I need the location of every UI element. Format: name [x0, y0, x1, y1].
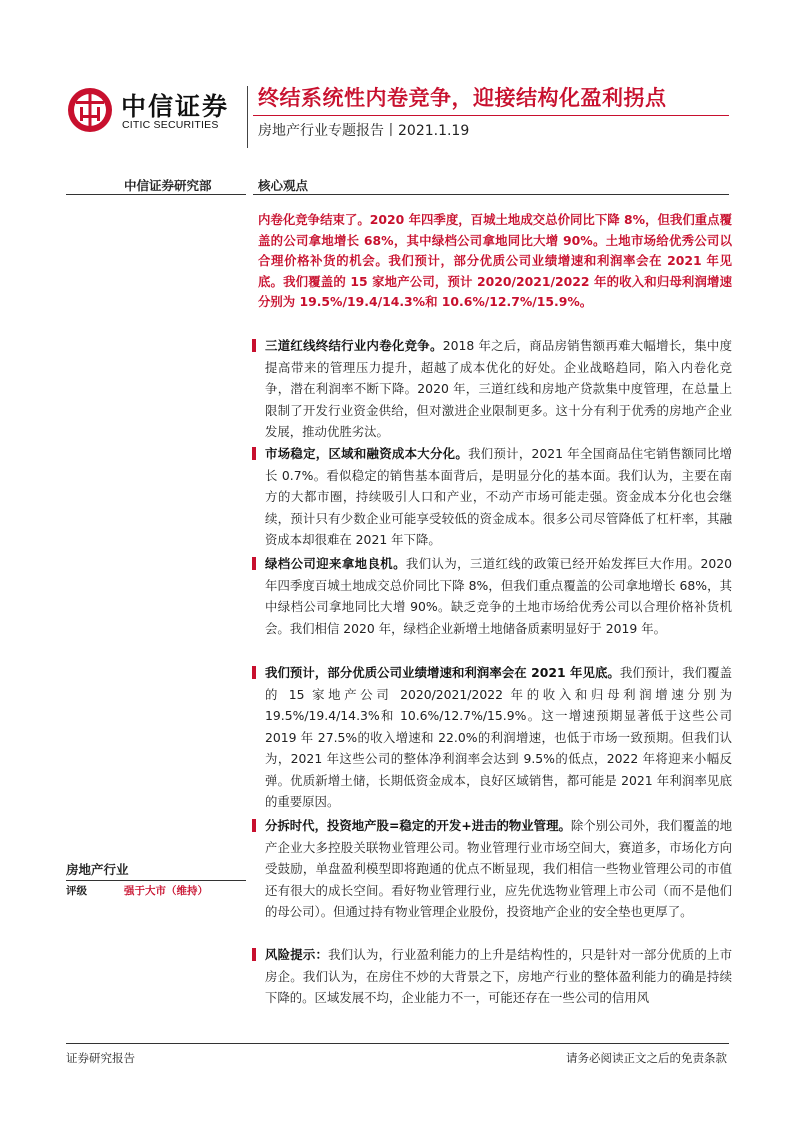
bullet-heading: 三道红线终结行业内卷化竞争。 [265, 338, 443, 353]
bullet-marker [252, 339, 256, 352]
bullet-heading: 绿档公司迎来拿地良机。 [265, 556, 406, 571]
bullet-body: 2018 年之后，商品房销售额再难大幅增长，集中度提高带来的管理压力提升，超越了成本优化的好处。企业战略趋同，陷入内卷化竞争，潜在利润率不断下降。2020 年，三道红线和房地产贷款集中度管理，在总量上限制了开发行业资金供给，但对激进企业限制更多。这十分有利于优秀的房地产企业发展，推动优胜劣汰。 [265, 338, 732, 439]
sidebar-rule [66, 880, 246, 881]
bullet-marker [252, 819, 256, 832]
logo-text-en: CITIC SECURITIES [122, 119, 219, 131]
sidebar-industry: 房地产行业 [66, 862, 129, 877]
bullet-body: 我们认为，三道红线的政策已经开始发挥巨大作用。2020 年四季度百城土地成交总价同比下降 8%，但我们重点覆盖的公司拿地增长 68%，其中绿档公司拿地同比大增 90%。缺乏竞争的土地市场给优秀公司以合理价格补货机会。我们相信 2020 年，绿档企业新增土地储备质素明显好于 2019 年。 [265, 556, 732, 636]
bullet-item [252, 553, 732, 639]
bullet-heading: 我们预计，部分优质公司业绩增速和利润率会在 2021 年见底。 [265, 665, 620, 680]
bullet-text [252, 443, 732, 551]
bullet-item [252, 815, 732, 923]
department-label: 中信证券研究部 [124, 178, 212, 193]
bullet-body: 除个别公司外，我们覆盖的地产企业大多控股关联物业管理公司。物业管理行业市场空间大，赛道多，市场化方向受鼓励，单盘盈利模型即将跑通的优点不断显现，我们相信一些物业管理公司的市值还有很大的成长空间。看好物业管理行业，应先优选物业管理上市公司（而不是他们的母公司）。但通过持有物业管理企业股份，投资地产企业的安全垫也更厚了。 [265, 818, 733, 919]
bullet-item [252, 443, 732, 551]
left-column-rule [66, 194, 246, 195]
bullet-text [252, 335, 732, 443]
bullet-heading: 风险提示： [265, 947, 329, 962]
bullet-body: 我们预计，我们覆盖的 15 家地产公司 2020/2021/2022 年的收入和归母利润增速分别为 19.5%/19.4/14.3%和 10.6%/12.7%/15.9%。这一增速预期显著低于这些公司 2019 年 27.5%的收入增速和 22.0%的利润增速，也低于市场一致预期。但我们认为，2021 年这些公司的整体净利润率会达到 9.5%的低点，2022 年将迎来小幅反弹。优质新增土储，长期低资金成本，良好区域销售，都可能是 2021 年利润率见底的重要原因。 [265, 665, 732, 809]
bullet-text [252, 553, 732, 639]
logo-text-cn: 中信证券 [121, 92, 230, 121]
bullet-item [252, 944, 732, 1009]
title-rule [253, 115, 729, 116]
bullet-marker [252, 948, 256, 961]
bullet-text [252, 944, 732, 1009]
rating-value: 强于大市（维持） [124, 885, 208, 897]
bullet-text [252, 662, 732, 813]
bullet-marker [252, 666, 256, 679]
company-logo [66, 86, 246, 136]
bullet-body: 我们认为，行业盈利能力的上升是结构性的，只是针对一部分优质的上市房企。我们认为，在房住不炒的大背景之下，房地产行业的整体盈利能力的确是持续下降的。区域发展不均，企业能力不一，可能还存在一些公司的信用风 [265, 947, 732, 1005]
bullet-body: 我们预计，2021 年全国商品住宅销售额同比增长 0.7%。看似稳定的销售基本面背后，是明显分化的基本面。我们认为，主要在南方的大都市圈，持续吸引人口和产业，不动产市场可能走强。资金成本分化也会继续，预计只有少数企业可能享受较低的资金成本。很多公司尽管降低了杠杆率，其融资成本却很难在 2021 年下降。 [265, 446, 732, 547]
report-title: 终结系统性内卷竞争，迎接结构化盈利拐点 [258, 86, 667, 110]
rating-label: 评级 [66, 885, 87, 897]
footer-left-text: 证券研究报告 [66, 1051, 135, 1065]
bullet-marker [252, 557, 256, 570]
bullet-item [252, 335, 732, 443]
summary-paragraph: 内卷化竞争结束了。2020 年四季度，百城土地成交总价同比下降 8%，但我们重点覆盖的公司拿地增长 68%，其中绿档公司拿地同比大增 90%。土地市场给优秀公司以合理价格补货的机会。我们预计，部分优质公司业绩增速和利润率会在 2021 年见底。我们覆盖的 15 家地产公司，预计 2020/2021/2022 年的收入和归母利润增速分别为 19.5%/19.4/14.3%和 10.6%/12.7%/15.9%。 [258, 212, 732, 310]
bullet-heading: 市场稳定，区域和融资成本大分化。 [265, 446, 469, 461]
bullet-marker [252, 447, 256, 460]
report-subtitle: 房地产行业专题报告丨2021.1.19 [258, 123, 470, 139]
header-divider [247, 86, 248, 148]
footer-rule [66, 1043, 729, 1044]
bullet-item [252, 662, 732, 813]
core-view-heading: 核心观点 [258, 178, 309, 193]
right-column-rule [253, 194, 729, 195]
bullet-heading: 分拆时代，投资地产股=稳定的开发+进击的物业管理。 [265, 818, 571, 833]
citic-logo-icon [66, 86, 114, 134]
footer-disclaimer-text: 请务必阅读正文之后的免责条款 [566, 1051, 727, 1065]
bullet-text [252, 815, 732, 923]
